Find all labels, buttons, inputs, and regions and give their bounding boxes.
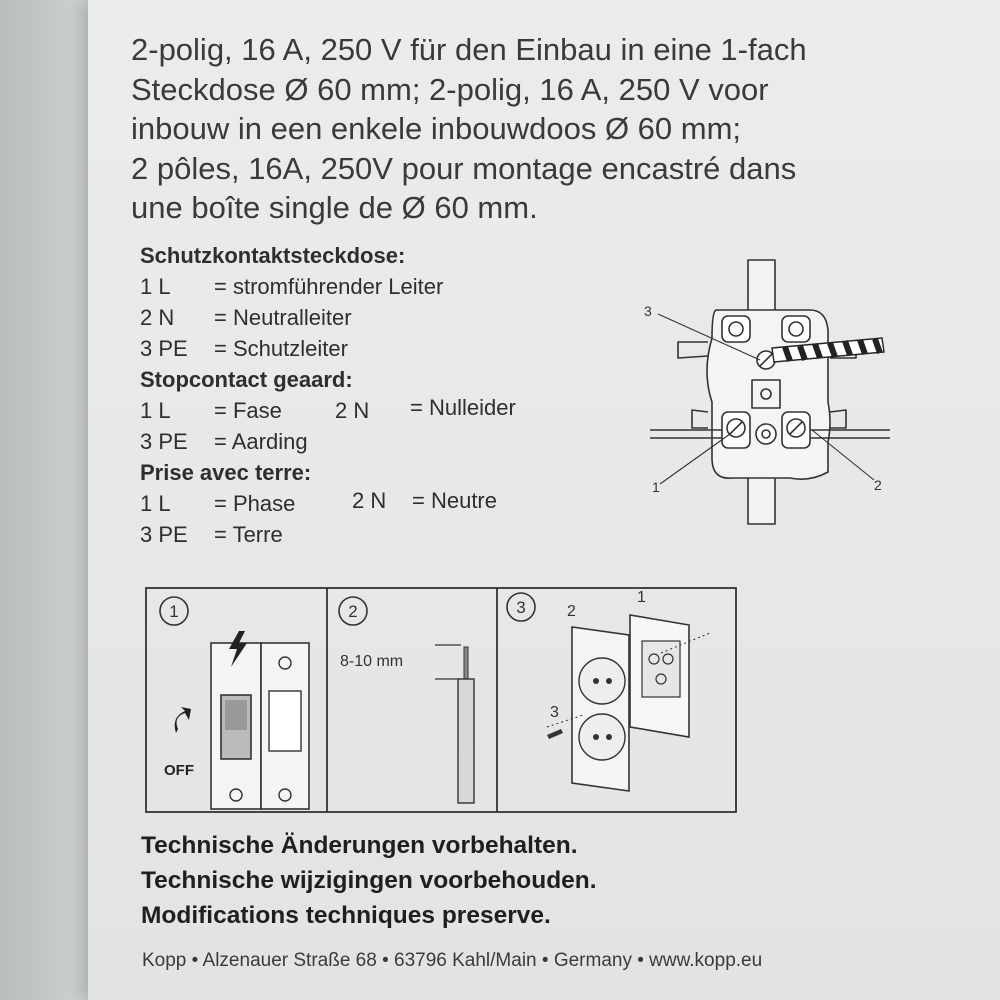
legend-heading-de: Schutzkontaktsteckdose: [140,243,406,268]
wire-insulation [458,679,474,803]
intro-paragraph [131,30,807,228]
terminal-code: 2 N [335,398,370,423]
screw-icon [547,729,563,739]
part-label-2: 2 [567,603,576,620]
diagram-label-3: 3 [644,303,652,319]
company-address: Kopp • Alzenauer Straße 68 • 63796 Kahl/Main • Germany • www.kopp.eu [142,950,763,971]
disclaimer [141,828,597,933]
terminal-desc: = Neutre [412,488,497,513]
rotate-arrow-icon [175,707,191,733]
legend-row [140,271,444,302]
legend-row [140,519,405,550]
terminal-desc: = Terre [214,522,283,547]
cover-plate [572,627,629,791]
step-1 [160,597,309,809]
terminal-desc: = Nulleider [410,395,516,420]
intro-line: 2-polig, 16 A, 250 V für den Einbau in eine 1-fach [131,32,807,67]
diagram-label-2: 2 [874,477,882,493]
legend-row [140,302,405,333]
socket-outlet [579,658,625,704]
terminal-desc: = Fase [214,398,282,423]
terminal-code: 1 L [140,491,171,516]
part-label-1: 1 [637,589,646,606]
legend-row [140,395,516,426]
part-label-3: 3 [550,704,559,721]
legend-row [140,333,405,364]
step-number: 1 [169,602,179,621]
installation-steps-panel [145,587,737,813]
socket-outlet [579,714,625,760]
stripped-wire-core [464,647,468,681]
terminal-code: 1 L [140,398,171,423]
step-number: 3 [516,598,526,617]
terminal-desc: = Aarding [214,429,308,454]
off-label: OFF [164,762,194,779]
diagram-label-1: 1 [652,479,660,495]
terminal-code: 2 N [352,488,387,513]
terminal-code: 1 L [140,274,171,299]
background-edge [0,0,88,1000]
terminal-code: 3 PE [140,429,188,454]
socket-wiring-diagram [640,252,900,552]
step-3 [507,589,710,791]
legend-row [140,488,497,519]
intro-line: Steckdose Ø 60 mm; 2-polig, 16 A, 250 V voor [131,71,769,107]
terminal-code: 3 PE [140,522,188,547]
intro-line: une boîte single de Ø 60 mm. [131,190,538,225]
legend-heading-fr: Prise avec terre: [140,460,312,485]
intro-line: inbouw in een enkele inbouwdoos Ø 60 mm; [131,111,742,146]
terminal-desc: = Phase [214,491,296,516]
step-number: 2 [348,602,358,621]
strip-length-label: 8-10 mm [340,653,404,670]
terminal-desc: = Schutzleiter [214,336,348,361]
terminal-desc: = stromführender Leiter [214,274,444,299]
terminal-legend [140,240,516,550]
disclaimer-line: Modifications techniques preserve. [141,902,551,929]
step-2 [339,597,474,803]
terminal-code: 2 N [140,305,175,330]
terminal-desc: = Neutralleiter [214,305,352,330]
legend-heading-nl: Stopcontact geaard: [140,367,353,392]
disclaimer-line: Technische wijzigingen voorbehouden. [141,867,597,894]
legend-row [140,426,405,457]
disclaimer-line: Technische Änderungen vorbehalten. [141,832,578,859]
terminal-code: 3 PE [140,336,188,361]
intro-line: 2 pôles, 16A, 250V pour montage encastré dans [131,150,797,186]
